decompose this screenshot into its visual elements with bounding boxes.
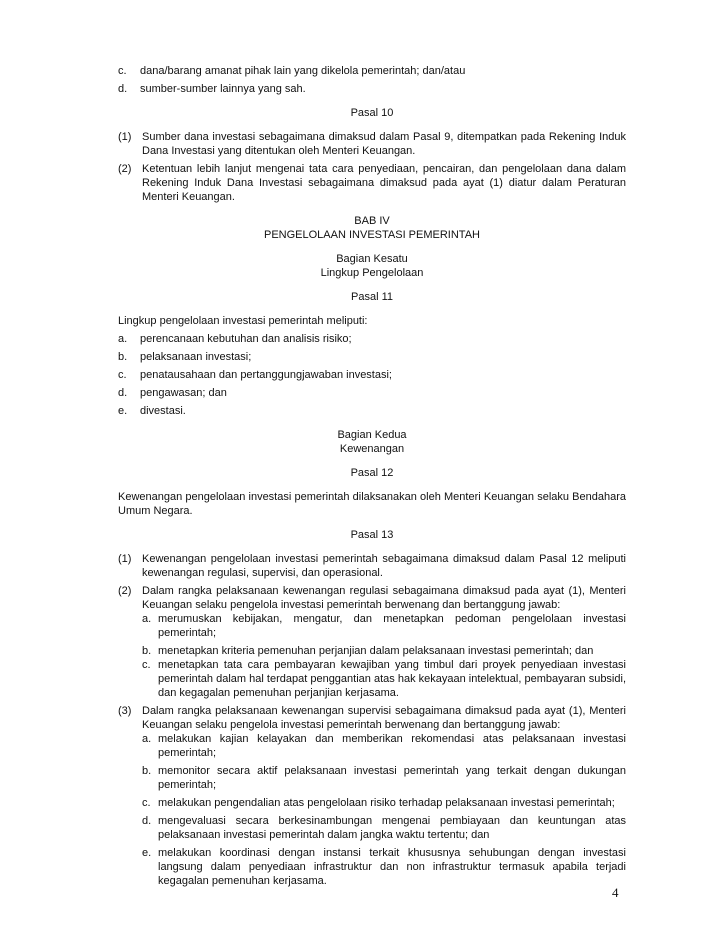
bagian-2-label: Bagian Kedua xyxy=(337,429,407,441)
pasal-13-ayat-1 xyxy=(118,552,626,580)
ayat-text: Kewenangan pengelolaan investasi pemerintah sebagaimana dimaksud dalam Pasal 12 meliputi kewenangan regulasi, supervisi, dan operasional. xyxy=(142,553,626,579)
list-item-text: pelaksanaan investasi; xyxy=(140,351,252,363)
list-item xyxy=(142,814,626,842)
list-item-text: melakukan koordinasi dengan instansi terkait khususnya sehubungan dengan investasi langsung dalam penyediaan infrastruktur dan non infrastruktur termasuk apabila terjadi kegagalan pemenuhan kerjasama. xyxy=(158,847,626,887)
list-item xyxy=(142,658,626,700)
bagian-1-label: Bagian Kesatu xyxy=(336,253,408,265)
pasal-11-heading: Pasal 11 xyxy=(351,291,393,303)
list-marker: b. xyxy=(142,645,152,657)
list-marker: e. xyxy=(142,847,152,859)
ayat-text: Dalam rangka pelaksanaan kewenangan supervisi sebagaimana dimaksud pada ayat (1), Menteri Keuangan selaku pengelola investasi pemerintah berwenang dan bertanggung jawab: xyxy=(142,705,626,731)
list-marker: c. xyxy=(118,369,127,381)
ayat-text: Ketentuan lebih lanjut mengenai tata cara penyediaan, pencairan, dan pengelolaan dana dalam Rekening Induk Dana Investasi sebagaimana dimaksud pada ayat (1) diatur dalam Peraturan Menteri Keuangan. xyxy=(142,163,626,203)
pasal-12-text: Kewenangan pengelolaan investasi pemerintah dilaksanakan oleh Menteri Keuangan selaku Bendahara Umum Negara. xyxy=(118,491,626,517)
document-page xyxy=(118,64,626,888)
page-number: 4 xyxy=(612,885,619,900)
ayat-text: Dalam rangka pelaksanaan kewenangan regulasi sebagaimana dimaksud pada ayat (1), Menteri Keuangan selaku pengelola investasi pemerintah berwenang dan bertanggung jawab: xyxy=(142,585,626,611)
ayat-marker: (3) xyxy=(118,705,132,717)
list-item xyxy=(118,404,626,418)
list-item xyxy=(118,350,626,364)
bagian-1-title: Lingkup Pengelolaan xyxy=(320,267,424,279)
list-item-text: pengawasan; dan xyxy=(140,387,227,399)
pasal-12-heading: Pasal 12 xyxy=(350,467,394,479)
list-marker: c. xyxy=(142,797,151,809)
list-marker: b. xyxy=(142,765,152,777)
ayat-marker: (2) xyxy=(118,163,132,175)
pasal-13-heading: Pasal 13 xyxy=(350,529,394,541)
ayat-marker: (2) xyxy=(118,585,132,597)
list-marker: d. xyxy=(142,815,152,827)
list-marker: d. xyxy=(118,83,128,95)
list-item xyxy=(142,732,626,760)
list-item-text: melakukan pengendalian atas pengelolaan risiko terhadap pelaksanaan investasi pemerintah; xyxy=(158,797,615,809)
list-marker: a. xyxy=(142,733,152,745)
list-item xyxy=(142,796,626,810)
intro-list xyxy=(118,64,626,96)
list-item xyxy=(118,64,626,78)
pasal-10-ayat-2 xyxy=(118,162,626,204)
list-item xyxy=(142,612,626,640)
list-marker: b. xyxy=(118,351,128,363)
list-item-text: menetapkan tata cara pembayaran kewajiban yang timbul dari proyek penyediaan investasi pemerintah dalam hal terdapat penggantian atas hak kekayaan intelektual, pembayaran subsidi, dan kegagalan pemenuhan perjanjian kerjasama. xyxy=(158,659,626,699)
list-marker: c. xyxy=(142,659,151,671)
list-item-text: perencanaan kebutuhan dan analisis risiko; xyxy=(140,333,352,345)
pasal-13-ayat-2 xyxy=(118,584,626,612)
list-item-text: melakukan kajian kelayakan dan memberikan rekomendasi atas pelaksanaan investasi pemerintah; xyxy=(158,733,626,759)
list-item xyxy=(118,386,626,400)
list-marker: e. xyxy=(118,405,128,417)
list-item-text: divestasi. xyxy=(140,405,186,417)
ayat-marker: (1) xyxy=(118,131,132,143)
pasal-10-heading: Pasal 10 xyxy=(350,107,394,119)
list-marker: a. xyxy=(142,613,152,625)
list-item xyxy=(142,764,626,792)
pasal-10-ayat-1 xyxy=(118,130,626,158)
list-item-text: menetapkan kriteria pemenuhan perjanjian dalam pelaksanaan investasi pemerintah; dan xyxy=(158,645,594,657)
bab-title: PENGELOLAAN INVESTASI PEMERINTAH xyxy=(264,229,480,241)
list-marker: c. xyxy=(118,65,127,77)
list-item-text: mengevaluasi secara berkesinambungan mengenai pembiayaan dan keuntungan atas pelaksanaan investasi pemerintah dalam jangka waktu tertentu; dan xyxy=(158,815,626,841)
bab-number: BAB IV xyxy=(354,215,390,227)
list-item-text: memonitor secara aktif pelaksanaan investasi pemerintah yang terkait dengan dukungan pemerintah; xyxy=(158,765,626,791)
list-item xyxy=(118,368,626,382)
list-item-text: penatausahaan dan pertanggungjawaban investasi; xyxy=(140,369,392,381)
list-item-text: merumuskan kebijakan, mengatur, dan menetapkan pedoman pengelolaan investasi pemerintah; xyxy=(158,613,626,639)
pasal-13-ayat-3-list xyxy=(142,732,626,888)
list-marker: a. xyxy=(118,333,128,345)
list-item xyxy=(142,644,626,658)
pasal-11-list xyxy=(118,332,626,418)
list-item-text: dana/barang amanat pihak lain yang dikelola pemerintah; dan/atau xyxy=(140,65,466,77)
pasal-11-intro: Lingkup pengelolaan investasi pemerintah meliputi: xyxy=(118,315,368,327)
list-item xyxy=(118,332,626,346)
bagian-2-title: Kewenangan xyxy=(339,443,405,455)
list-item-text: sumber-sumber lainnya yang sah. xyxy=(140,83,306,95)
list-item xyxy=(142,846,626,888)
ayat-marker: (1) xyxy=(118,553,132,565)
list-item xyxy=(118,82,626,96)
pasal-13-ayat-2-list xyxy=(142,612,626,700)
list-marker: d. xyxy=(118,387,128,399)
pasal-13-ayat-3 xyxy=(118,704,626,732)
ayat-text: Sumber dana investasi sebagaimana dimaksud dalam Pasal 9, ditempatkan pada Rekening Induk Dana Investasi yang ditentukan oleh Menteri Keuangan. xyxy=(142,131,626,157)
